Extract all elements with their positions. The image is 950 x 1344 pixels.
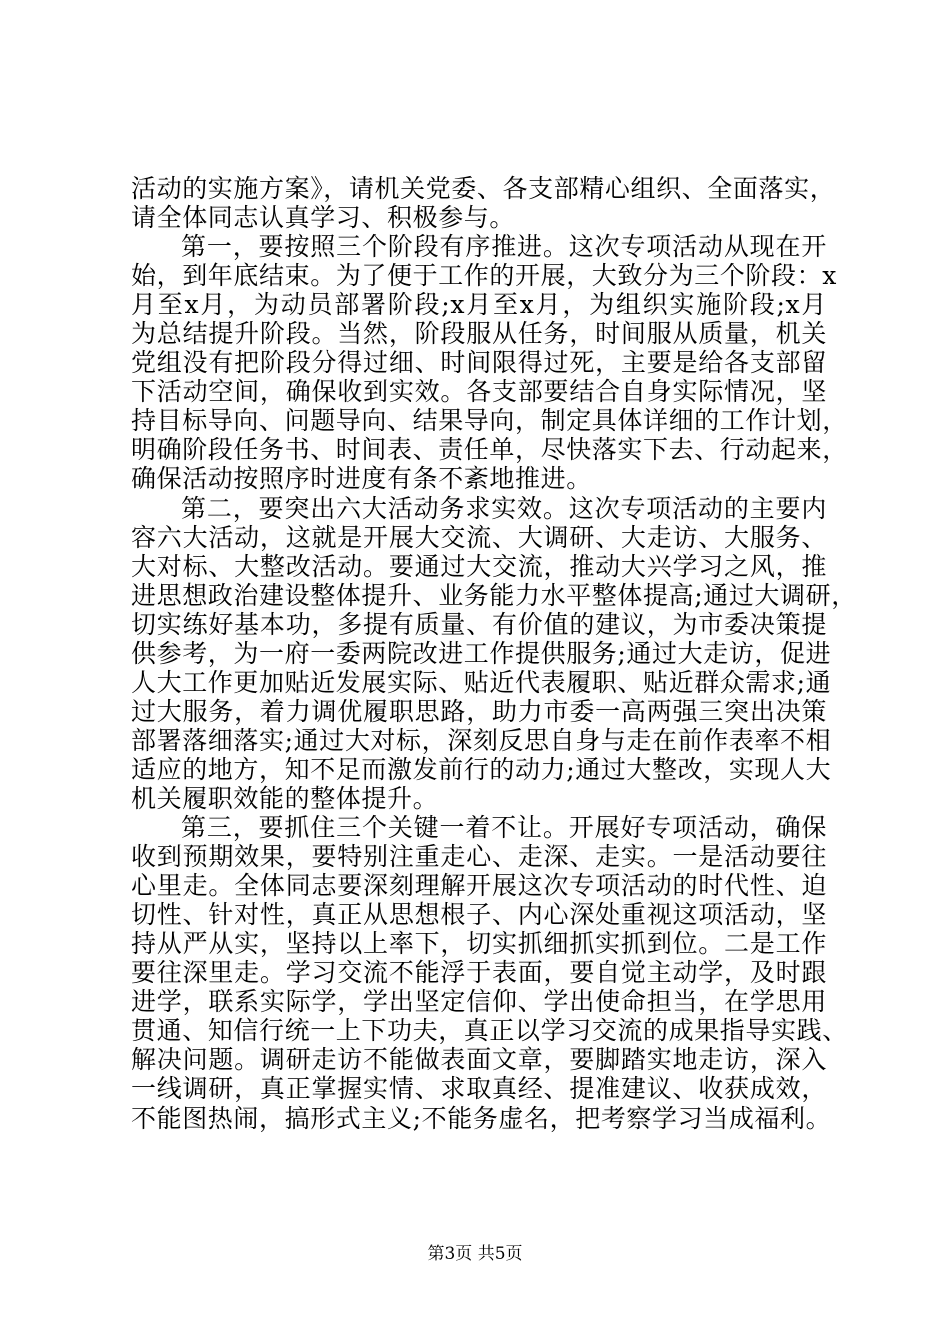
paragraph [131, 174, 836, 233]
text-line: 第三，要抓住三个关键一着不让。开展好专项活动，确保 [181, 813, 827, 843]
text-line: 为总结提升阶段。当然，阶段服从任务，时间服从质量，机关 [131, 319, 827, 349]
text-line: 适应的地方，知不足而激发前行的动力;通过大整改，实现人大 [131, 754, 832, 784]
text-line: 第一，要按照三个阶段有序推进。这次专项活动从现在开 [181, 232, 827, 262]
text-line: 切性、针对性，真正从思想根子、内心深处重视这项活动，坚 [131, 900, 827, 930]
text-line: 活动的实施方案》，请机关党委、各支部精心组织、全面落实， [131, 174, 836, 203]
text-line: 第二，要突出六大活动务求实效。这次专项活动的主要内 [181, 493, 827, 523]
document-body [131, 174, 857, 1133]
text-line: 党组没有把阶段分得过细、时间限得过死，主要是给各支部留 [131, 348, 827, 378]
text-line: 机关履职效能的整体提升。 [131, 783, 439, 813]
text-line: 容六大活动，这就是开展大交流、大调研、大走访、大服务、 [131, 522, 827, 552]
text-line: 进思想政治建设整体提升、业务能力水平整体提高;通过大调研， [131, 580, 857, 610]
page-footer [0, 1244, 950, 1264]
paragraph [131, 813, 848, 1133]
text-line: 请全体同志认真学习、积极参与。 [131, 203, 516, 233]
text-line: 大对标、大整改活动。要通过大交流，推动大兴学习之风，推 [131, 551, 827, 581]
text-line: 一线调研，真正掌握实情、求取真经、提准建议、收获成效， [131, 1074, 827, 1104]
text-line: 持目标导向、问题导向、结果导向，制定具体详细的工作计划， [131, 406, 848, 436]
paragraph [131, 493, 857, 814]
page-number-label: 第3页 共5页 [427, 1244, 523, 1264]
text-line: 确保活动按照序时进度有条不紊地推进。 [131, 464, 592, 494]
text-line: 切实练好基本功，多提有质量、有价值的建议，为市委决策提 [131, 609, 827, 639]
text-line: 过大服务，着力调优履职思路，助力市委一高两强三突出决策 [131, 696, 827, 726]
text-line: 人大工作更加贴近发展实际、贴近代表履职、贴近群众需求;通 [131, 667, 832, 697]
text-line: 始，到年底结束。为了便于工作的开展，大致分为三个阶段：x [131, 261, 837, 291]
text-line: 部署落细落实;通过大对标，深刻反思自身与走在前作表率不相 [131, 725, 832, 755]
text-line: 要往深里走。学习交流不能浮于表面，要自觉主动学，及时跟 [131, 958, 827, 988]
text-line: 心里走。全体同志要深刻理解开展这次专项活动的时代性、迫 [131, 871, 827, 901]
text-line: 进学，联系实际学，学出坚定信仰、学出使命担当，在学思用 [131, 987, 827, 1017]
text-line: 明确阶段任务书、时间表、责任单，尽快落实下去、行动起来， [131, 435, 848, 465]
text-line: 供参考，为一府一委两院改进工作提供服务;通过大走访，促进 [131, 638, 832, 668]
text-line: 解决问题。调研走访不能做表面文章，要脚踏实地走访，深入 [131, 1045, 827, 1075]
text-line: 月至x月，为动员部署阶段;x月至x月，为组织实施阶段;x月 [131, 290, 827, 320]
text-line: 不能图热闹，搞形式主义;不能务虚名，把考察学习当成福利。 [131, 1103, 832, 1133]
text-line: 下活动空间，确保收到实效。各支部要结合自身实际情况，坚 [131, 377, 827, 407]
text-line: 收到预期效果，要特别注重走心、走深、走实。一是活动要往 [131, 842, 827, 872]
text-line: 持从严从实，坚持以上率下，切实抓细抓实抓到位。二是工作 [131, 929, 827, 959]
text-line: 贯通、知信行统一上下功夫，真正以学习交流的成果指导实践、 [131, 1016, 848, 1046]
paragraph [131, 232, 848, 494]
